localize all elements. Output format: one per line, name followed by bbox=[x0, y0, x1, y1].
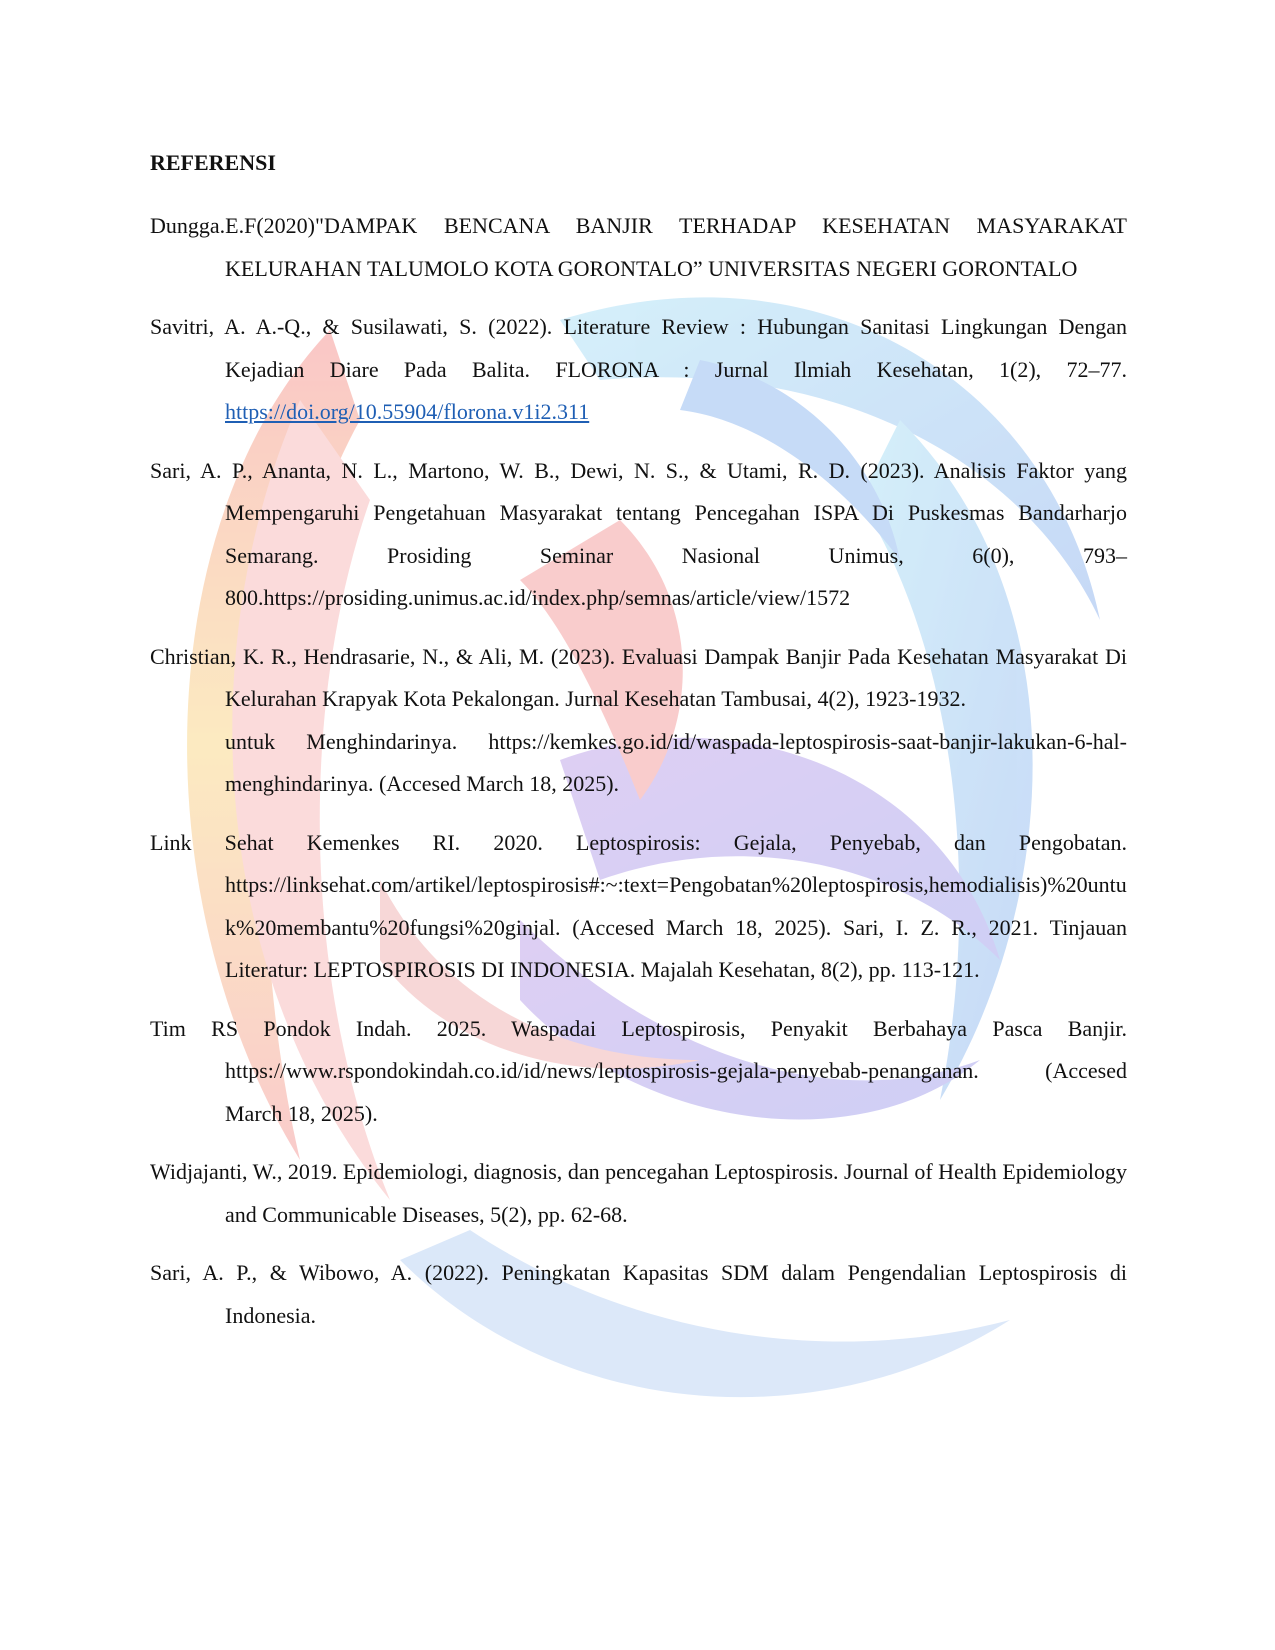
reference-entry bbox=[150, 1008, 1127, 1136]
reference-text: Sari, A. P., Ananta, N. L., Martono, W. B., Dewi, N. S., & Utami, R. D. (2023). Analisis Faktor yang Mempengaruhi Pengetahuan Masyarakat tentang Pencegahan ISPA Di Puskesmas Bandarharjo Semarang. Prosiding Seminar Nasional Unimus, 6(0), 793–800.https://prosiding.unimus.ac.id/index.php/semnas/article/view/1572 bbox=[150, 457, 1127, 610]
reference-entry bbox=[150, 205, 1127, 290]
reference-text: Widjajanti, W., 2019. Epidemiologi, diagnosis, dan pencegahan Leptospirosis. Journal of Health Epidemiology and Communicable Diseases, 5(2), pp. 62-68. bbox=[150, 1159, 1127, 1227]
reference-entry bbox=[150, 450, 1127, 620]
reference-text: Savitri, A. A.-Q., & Susilawati, S. (2022). Literature Review : Hubungan Sanitasi Lingkungan Dengan Kejadian Diare Pada Balita. FLORONA : Jurnal Ilmiah Kesehatan, 1(2), 72–77. bbox=[150, 314, 1127, 382]
reference-entry bbox=[150, 1252, 1127, 1337]
reference-text: Link Sehat Kemenkes RI. 2020. Leptospirosis: Gejala, Penyebab, dan Pengobatan. https://linksehat.com/artikel/leptospirosis#:~:text=Pengobatan%20leptospirosis,hemodialisis)%20untuk%20membantu%20fungsi%20ginjal. (Accesed March 18, 2025). Sari, I. Z. R., 2021. Tinjauan Literatur: LEPTOSPIROSIS DI INDONESIA. Majalah Kesehatan, 8(2), pp. 113-121. bbox=[150, 829, 1127, 982]
doi-link[interactable]: https://doi.org/10.55904/florona.v1i2.311 bbox=[225, 399, 590, 424]
document-page bbox=[150, 148, 1127, 1353]
reference-text: Tim RS Pondok Indah. 2025. Waspadai Leptospirosis, Penyakit Berbahaya Pasca Banjir. https://www.rspondokindah.co.id/id/news/leptospirosis-gejala-penyebab-penanganan. (Accesed March 18, 2025). bbox=[150, 1015, 1127, 1126]
reference-entry bbox=[150, 1151, 1127, 1236]
page-title: REFERENSI bbox=[150, 150, 276, 175]
reference-entry bbox=[150, 822, 1127, 992]
reference-text: Sari, A. P., & Wibowo, A. (2022). Peningkatan Kapasitas SDM dalam Pengendalian Leptospirosis di Indonesia. bbox=[150, 1260, 1127, 1328]
reference-continuation: untuk Menghindarinya. https://kemkes.go.id/id/waspada-leptospirosis-saat-banjir-lakukan-6-hal-menghindarinya. (Accesed March 18, 2025). bbox=[225, 728, 1127, 796]
reference-entry bbox=[150, 636, 1127, 806]
reference-entry bbox=[150, 306, 1127, 434]
reference-text: Christian, K. R., Hendrasarie, N., & Ali, M. (2023). Evaluasi Dampak Banjir Pada Kesehatan Masyarakat Di Kelurahan Krapyak Kota Pekalongan. Jurnal Kesehatan Tambusai, 4(2), 1923-1932. bbox=[150, 643, 1127, 711]
reference-text: Dungga.E.F(2020)"DAMPAK BENCANA BANJIR TERHADAP KESEHATAN MASYARAKAT KELURAHAN TALUMOLO KOTA GORONTALO” UNIVERSITAS NEGERI GORONTALO bbox=[150, 213, 1127, 281]
